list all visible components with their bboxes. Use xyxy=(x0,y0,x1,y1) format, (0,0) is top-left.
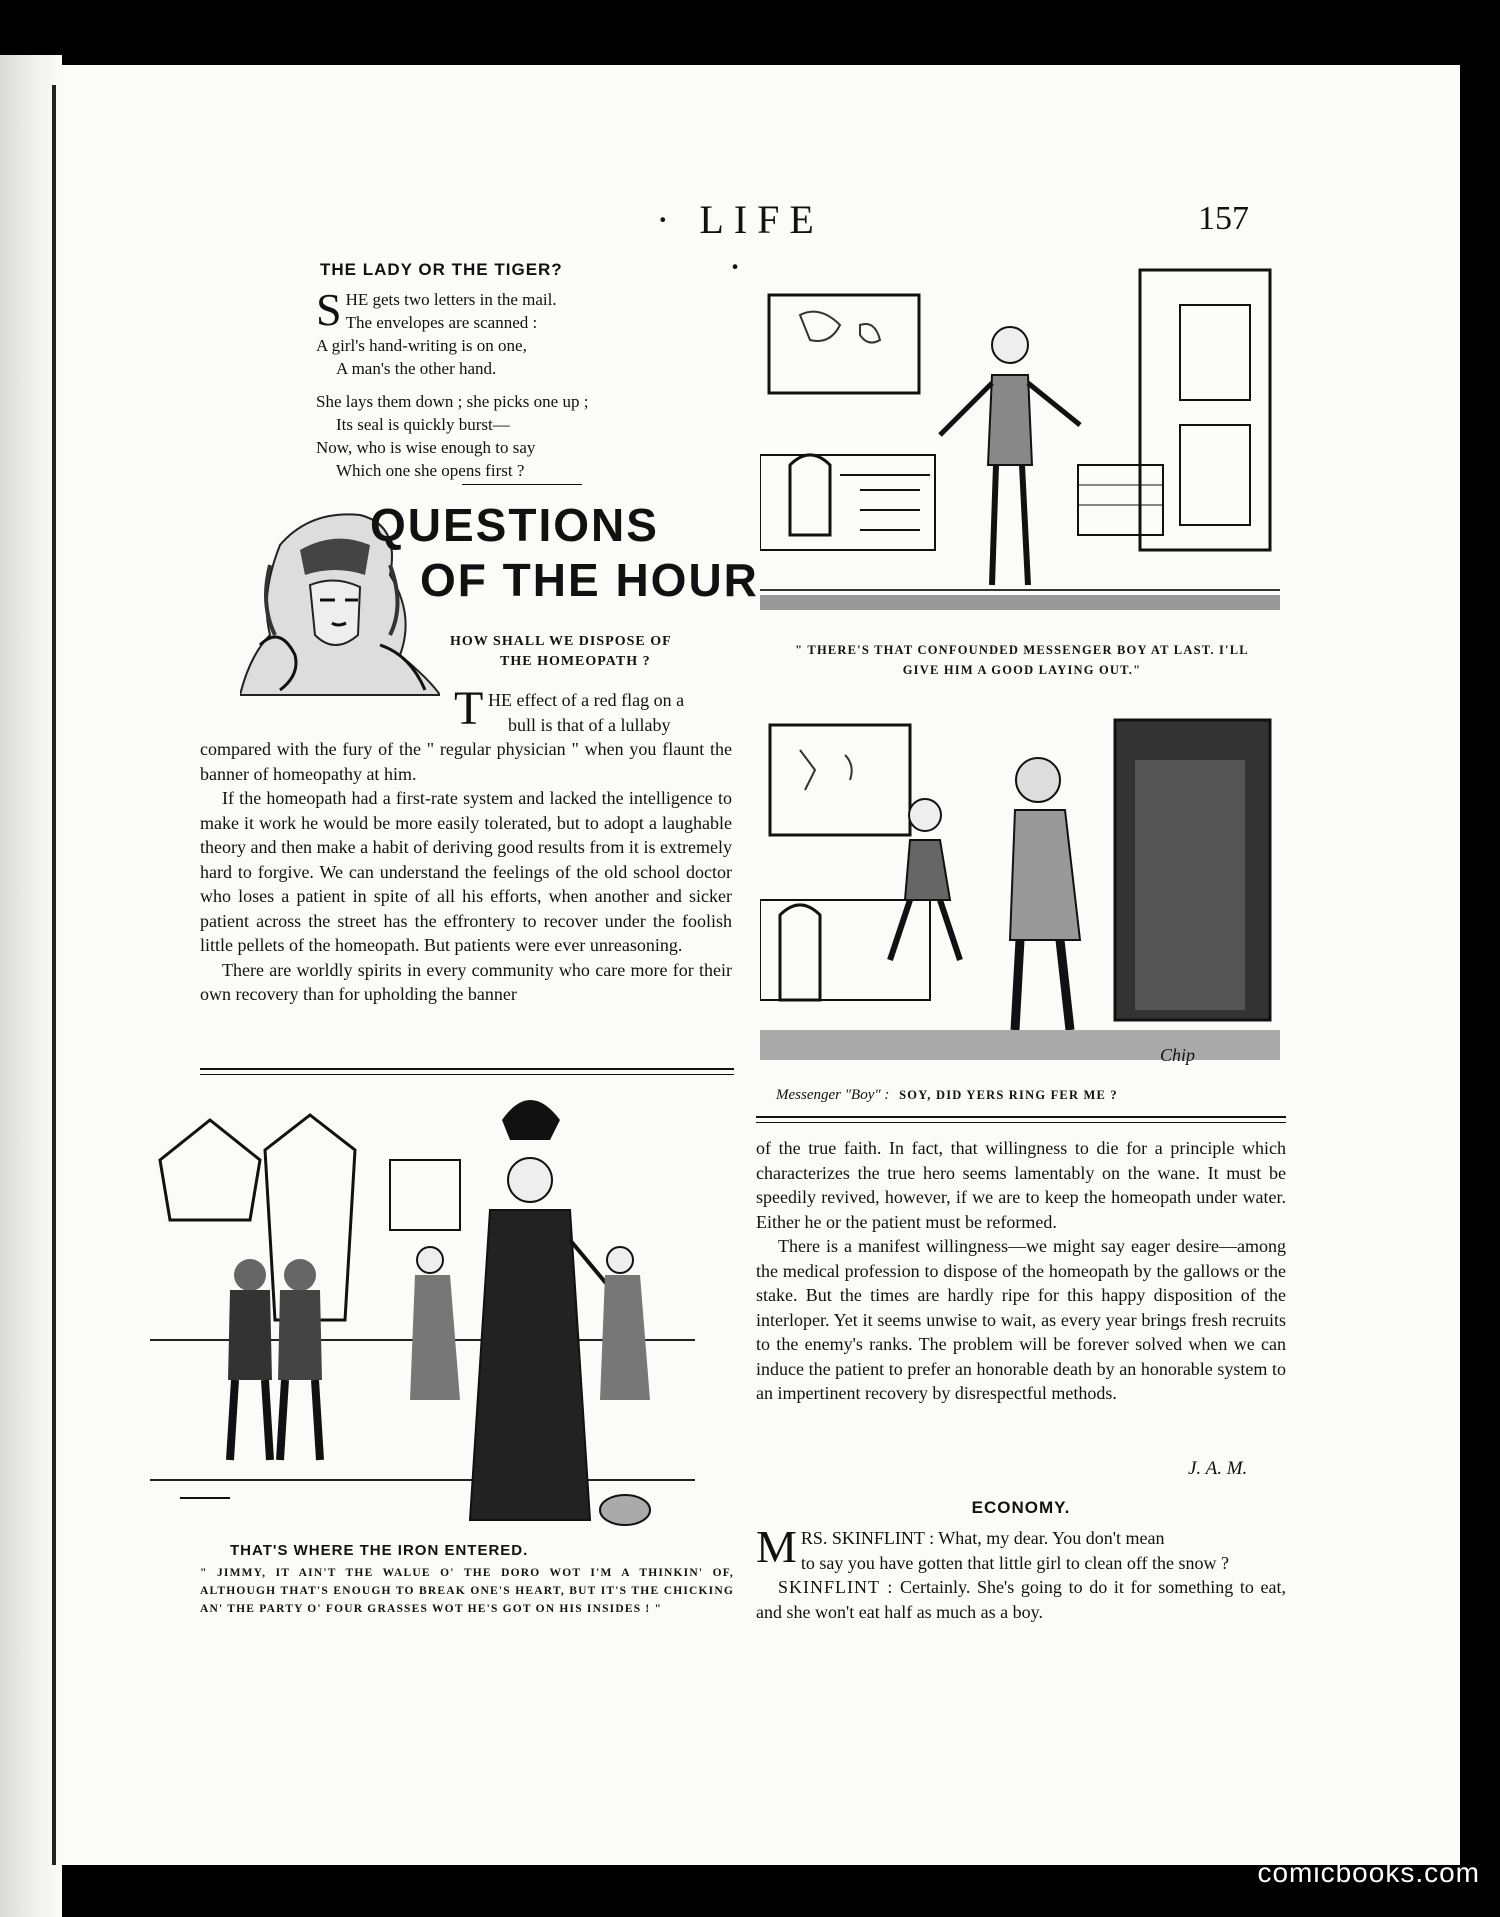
poem-line: The envelopes are scanned : xyxy=(345,313,538,332)
questions-title-line1: QUESTIONS xyxy=(370,499,659,551)
article-signature: J. A. M. xyxy=(1188,1458,1248,1479)
poem-divider xyxy=(462,484,582,485)
questions-subtitle: THE HOMEOPATH ? xyxy=(500,654,651,669)
article-paragraph: There is a manifest willingness—we might say eager desire—among the medical profession to dispose of the homeopath by the gallows or the stake. But the times are hardly ripe for this happy disposition of the interloper. Yet it seems unwise to wait, as every year brings fresh recruits to the enemy's ranks. The problem will be forever solved when we can induce the patient to prefer an honorable death by an honorable system to an impertinent recovery by disrespectful methods. xyxy=(756,1236,1286,1403)
poem-line: A girl's hand-writing is on one, xyxy=(316,336,527,355)
article-dropcap: T xyxy=(454,682,484,735)
questions-title-line2: OF THE HOUR xyxy=(420,554,759,606)
article-left-column xyxy=(200,682,732,1007)
cartoon3-title: THAT'S WHERE THE IRON ENTERED. xyxy=(230,1542,529,1559)
poem-line: A man's the other hand. xyxy=(336,359,497,378)
poem-line: Now, who is wise enough to say xyxy=(316,438,536,457)
artist-signature: Chip xyxy=(1160,1045,1196,1065)
questions-subtitle: HOW SHALL WE DISPOSE OF xyxy=(450,634,672,649)
cartoon1-caption-line: " THERE'S THAT CONFOUNDED MESSENGER BOY AT LAST. I'LL xyxy=(795,643,1249,657)
section-rule xyxy=(200,1074,734,1075)
economy-line xyxy=(756,1575,1286,1624)
economy-title: ECONOMY. xyxy=(971,1498,1071,1517)
cartoon-iron-illustration xyxy=(150,1080,695,1540)
cartoon-office-illustration xyxy=(760,265,1280,610)
binding-shadow xyxy=(0,55,62,1917)
cartoon1-caption-line: GIVE HIM A GOOD LAYING OUT." xyxy=(902,663,1142,677)
poem-line: Which one she opens first ? xyxy=(336,461,525,480)
economy-text: to say you have gotten that little girl to clean off the snow ? xyxy=(800,1552,1229,1573)
watermark-logo: comicbooks.com xyxy=(1257,1857,1480,1888)
poem xyxy=(316,284,716,482)
article-paragraph: If the homeopath had a first-rate system and lacked the intelligence to make it work he would be more easily tolerated, but to adopt a laughable theory and then make a habit of deriving good results from it is extremely hard to forgive. We can understand the feelings of the old school doctor who loses a patient in spite of all his efforts, when another and sicker patient across the street has the effrontery to recover under the foolish little pellets of the homeopath. But patients were ever unreasoning. xyxy=(200,788,732,955)
article-lead xyxy=(200,682,732,737)
economy-dialogue xyxy=(756,1521,1287,1624)
cartoon2-caption xyxy=(776,1085,1118,1105)
economy-speaker: RS. SKINFLINT : xyxy=(800,1528,935,1548)
economy-text: Certainly. She's going to do it for something to eat, and she won't eat half as much as a boy. xyxy=(756,1577,1287,1622)
masthead: · LIFE · xyxy=(656,197,824,289)
economy-dropcap: M xyxy=(756,1521,797,1572)
economy-speaker: SKINFLINT : xyxy=(778,1577,894,1597)
article-lead-line: bull is that of a lullaby xyxy=(508,714,671,735)
article-lead-line: HE effect of a red flag on a xyxy=(488,690,685,710)
economy-text: What, my dear. You don't mean xyxy=(938,1528,1165,1548)
poem-line: She lays them down ; she picks one up ; xyxy=(316,392,589,411)
page-number: 157 xyxy=(1198,200,1249,237)
article-paragraph: of the true faith. In fact, that willingness to die for a principle which characterizes the true hero seems lamentably on the wane. It must be speedily revived, however, if we are to keep the homeopath under water. Either he or the patient must be reformed. xyxy=(756,1138,1286,1232)
section-rule xyxy=(200,1068,734,1070)
poem-title: THE LADY OR THE TIGER? xyxy=(320,260,563,279)
article-paragraph: compared with the fury of the " regular physician " when you flaunt the banner of homeopathy at him. xyxy=(200,739,732,784)
section-rule xyxy=(756,1122,1286,1123)
cartoon1-caption xyxy=(762,640,1282,680)
section-rule xyxy=(756,1116,1286,1118)
cartoon-messenger-illustration xyxy=(760,700,1280,1060)
cartoon2-speaker: Messenger "Boy" : xyxy=(776,1087,890,1103)
poem-line: HE gets two letters in the mail. xyxy=(345,290,557,309)
cartoon2-caption-text: SOY, DID YERS RING FER ME ? xyxy=(899,1088,1118,1102)
cartoon3-caption: " JIMMY, IT AIN'T THE WALUE O' THE DORO WOT I'M A THINKIN' OF, ALTHOUGH THAT'S ENOUGH TO BREAK ONE'S HEART, BUT IT'S THE CHICKING AN' THE PARTY O' FOUR GRASSES WOT HE'S GOT ON HIS INSIDES ! " xyxy=(200,1567,734,1615)
poem-line: Its seal is quickly burst— xyxy=(336,415,510,434)
article-right-column xyxy=(756,1136,1286,1406)
economy-line xyxy=(756,1526,1286,1551)
poem-dropcap: S xyxy=(316,284,342,335)
article-paragraph: There are worldly spirits in every community who care more for their own recovery than for upholding the banner xyxy=(200,959,732,1004)
